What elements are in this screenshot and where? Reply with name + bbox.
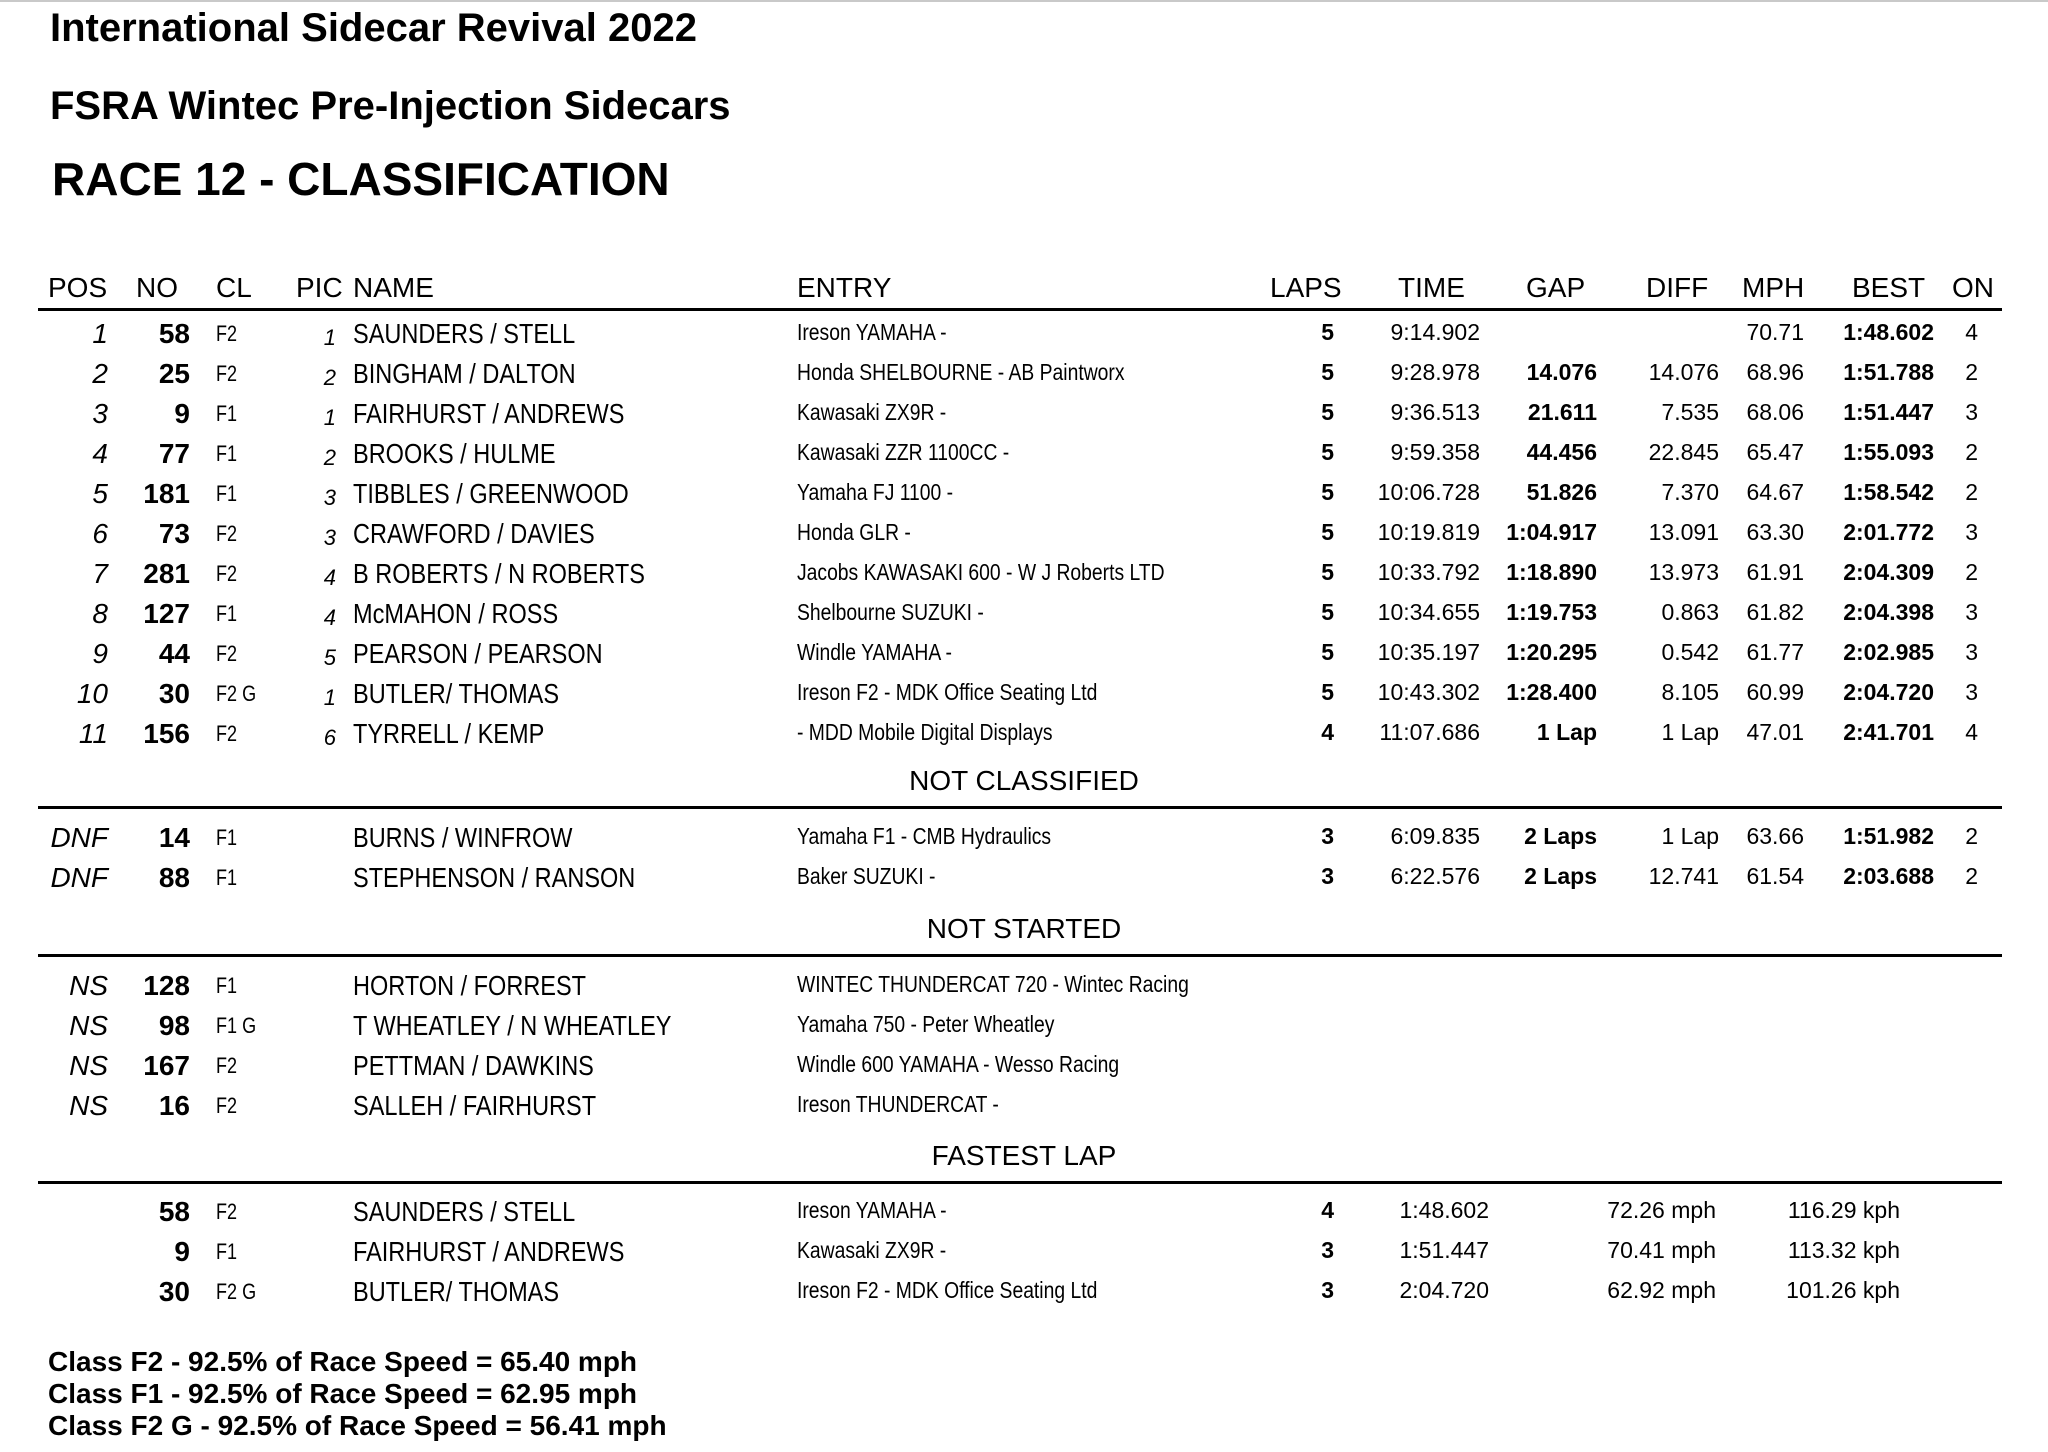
pos: 5 bbox=[92, 478, 108, 509]
section-not-classified: NOT CLASSIFIED bbox=[909, 765, 1139, 796]
class-speed-f2g: Class F2 G - 92.5% of Race Speed = 56.41 mph bbox=[48, 1410, 667, 1441]
best-on-lap: 2 bbox=[1965, 439, 1978, 465]
pos: DNF bbox=[50, 822, 108, 853]
table-row bbox=[0, 714, 2048, 754]
number: 9 bbox=[174, 1236, 190, 1267]
table-row bbox=[0, 1046, 2048, 1086]
pos: 6 bbox=[92, 518, 108, 549]
diff: 1 Lap bbox=[1661, 823, 1719, 849]
best-on-lap: 4 bbox=[1965, 319, 1978, 345]
lap-number: 4 bbox=[1321, 1197, 1334, 1223]
section-rule bbox=[38, 954, 2002, 957]
pos-in-class: 1 bbox=[323, 325, 336, 350]
crew-name: SALLEH / FAIRHURST bbox=[353, 1090, 597, 1121]
series-title: FSRA Wintec Pre-Injection Sidecars bbox=[50, 84, 731, 128]
crew-name: B ROBERTS / N ROBERTS bbox=[353, 558, 645, 589]
class: F1 bbox=[216, 1239, 238, 1264]
crew-name: STEPHENSON / RANSON bbox=[353, 862, 636, 893]
table-row bbox=[0, 354, 2048, 394]
time: 9:59.358 bbox=[1390, 439, 1480, 465]
diff: 22.845 bbox=[1648, 439, 1719, 465]
header-name: NAME bbox=[353, 272, 434, 303]
number: 30 bbox=[158, 678, 190, 709]
gap: 1 Lap bbox=[1536, 719, 1597, 745]
entry: Honda GLR - bbox=[797, 519, 911, 545]
best-on-lap: 4 bbox=[1965, 719, 1978, 745]
lap-mph: 72.26 mph bbox=[1607, 1197, 1716, 1223]
pos: 4 bbox=[92, 438, 108, 469]
best-on-lap: 2 bbox=[1965, 359, 1978, 385]
time: 11:07.686 bbox=[1379, 719, 1480, 745]
pos: 10 bbox=[76, 678, 108, 709]
pos: NS bbox=[69, 1090, 108, 1121]
crew-name: CRAWFORD / DAVIES bbox=[353, 518, 595, 549]
class: F2 bbox=[216, 561, 238, 586]
pos: 1 bbox=[92, 318, 108, 349]
table-row bbox=[0, 674, 2048, 714]
laps: 5 bbox=[1321, 679, 1334, 705]
best-lap: 1:51.982 bbox=[1843, 823, 1934, 849]
header-on: ON bbox=[1952, 272, 1994, 303]
entry: Yamaha 750 - Peter Wheatley bbox=[797, 1011, 1055, 1037]
lap-kph: 113.32 kph bbox=[1787, 1237, 1900, 1263]
class: F2 bbox=[216, 1093, 238, 1118]
laps: 5 bbox=[1321, 559, 1334, 585]
laps: 5 bbox=[1321, 399, 1334, 425]
race-title: RACE 12 - CLASSIFICATION bbox=[52, 153, 670, 205]
table-row bbox=[0, 394, 2048, 434]
diff: 1 Lap bbox=[1661, 719, 1719, 745]
best-on-lap: 2 bbox=[1965, 863, 1978, 889]
table-row bbox=[0, 314, 2048, 354]
gap: 1:04.917 bbox=[1506, 519, 1597, 545]
best-lap: 1:51.788 bbox=[1843, 359, 1934, 385]
mph: 68.96 bbox=[1746, 359, 1804, 385]
table-row bbox=[0, 818, 2048, 858]
table-row bbox=[0, 514, 2048, 554]
number: 9 bbox=[174, 398, 190, 429]
class: F2 bbox=[216, 1053, 238, 1078]
lap-time: 1:51.447 bbox=[1399, 1237, 1489, 1263]
section-fastest-lap: FASTEST LAP bbox=[931, 1140, 1117, 1171]
gap: 1:20.295 bbox=[1506, 639, 1597, 665]
pos-in-class: 4 bbox=[323, 605, 336, 630]
best-lap: 1:55.093 bbox=[1843, 439, 1934, 465]
table-row bbox=[0, 1232, 2048, 1272]
entry: Ireson F2 - MDK Office Seating Ltd bbox=[797, 679, 1098, 705]
crew-name: FAIRHURST / ANDREWS bbox=[353, 1236, 625, 1267]
laps: 5 bbox=[1321, 359, 1334, 385]
lap-time: 2:04.720 bbox=[1399, 1277, 1489, 1303]
pos-in-class: 6 bbox=[323, 725, 336, 750]
class: F2 bbox=[216, 1199, 238, 1224]
pos-in-class: 3 bbox=[323, 525, 336, 550]
diff: 13.091 bbox=[1648, 519, 1719, 545]
entry: Baker SUZUKI - bbox=[797, 863, 936, 889]
mph: 63.66 bbox=[1746, 823, 1804, 849]
mph: 61.77 bbox=[1746, 639, 1804, 665]
entry: Yamaha FJ 1100 - bbox=[797, 479, 954, 505]
entry: WINTEC THUNDERCAT 720 - Wintec Racing bbox=[797, 971, 1189, 997]
crew-name: TYRRELL / KEMP bbox=[353, 718, 545, 749]
gap: 14.076 bbox=[1526, 359, 1597, 385]
lap-mph: 62.92 mph bbox=[1607, 1277, 1716, 1303]
best-on-lap: 3 bbox=[1965, 599, 1978, 625]
number: 88 bbox=[158, 862, 190, 893]
class-speed-f2: Class F2 - 92.5% of Race Speed = 65.40 mph bbox=[48, 1346, 638, 1377]
laps: 5 bbox=[1321, 479, 1334, 505]
class: F2 bbox=[216, 721, 238, 746]
number: 281 bbox=[143, 558, 190, 589]
entry: Jacobs KAWASAKI 600 - W J Roberts LTD bbox=[797, 559, 1165, 585]
class: F2 G bbox=[216, 681, 257, 706]
pos-in-class: 2 bbox=[323, 445, 336, 470]
pos-in-class: 3 bbox=[323, 485, 336, 510]
table-row bbox=[0, 434, 2048, 474]
time: 10:35.197 bbox=[1377, 639, 1480, 665]
best-on-lap: 3 bbox=[1965, 639, 1978, 665]
gap: 2 Laps bbox=[1524, 863, 1597, 889]
table-row bbox=[0, 1006, 2048, 1046]
diff: 14.076 bbox=[1648, 359, 1719, 385]
best-on-lap: 3 bbox=[1965, 679, 1978, 705]
mph: 63.30 bbox=[1746, 519, 1804, 545]
entry: Shelbourne SUZUKI - bbox=[797, 599, 984, 625]
pos-in-class: 1 bbox=[323, 685, 336, 710]
header-entry: ENTRY bbox=[797, 272, 892, 303]
table-row bbox=[0, 966, 2048, 1006]
pos: 8 bbox=[92, 598, 108, 629]
crew-name: BINGHAM / DALTON bbox=[353, 358, 576, 389]
class: F1 bbox=[216, 441, 238, 466]
mph: 70.71 bbox=[1746, 319, 1804, 345]
table-row bbox=[0, 634, 2048, 674]
top-divider bbox=[0, 0, 2048, 2]
entry: Windle 600 YAMAHA - Wesso Racing bbox=[797, 1051, 1120, 1077]
best-lap: 1:58.542 bbox=[1843, 479, 1934, 505]
laps: 5 bbox=[1321, 319, 1334, 345]
number: 44 bbox=[158, 638, 190, 669]
best-lap: 2:04.720 bbox=[1843, 679, 1934, 705]
gap bbox=[1480, 312, 1597, 352]
entry: Kawasaki ZX9R - bbox=[797, 399, 947, 425]
gap: 51.826 bbox=[1526, 479, 1597, 505]
lap-number: 3 bbox=[1321, 1237, 1334, 1263]
best-lap: 2:04.309 bbox=[1843, 559, 1934, 585]
best-on-lap: 2 bbox=[1965, 559, 1978, 585]
crew-name: T WHEATLEY / N WHEATLEY bbox=[353, 1010, 672, 1041]
gap: 44.456 bbox=[1526, 439, 1597, 465]
section-rule bbox=[38, 1181, 2002, 1184]
number: 181 bbox=[143, 478, 190, 509]
diff bbox=[1600, 312, 1719, 352]
class: F1 bbox=[216, 401, 238, 426]
time: 6:09.835 bbox=[1390, 823, 1480, 849]
number: 58 bbox=[158, 318, 190, 349]
diff: 8.105 bbox=[1661, 679, 1719, 705]
crew-name: SAUNDERS / STELL bbox=[353, 1196, 576, 1227]
number: 127 bbox=[143, 598, 190, 629]
mph: 64.67 bbox=[1746, 479, 1804, 505]
number: 25 bbox=[158, 358, 190, 389]
crew-name: BURNS / WINFROW bbox=[353, 822, 573, 853]
best-on-lap: 3 bbox=[1965, 399, 1978, 425]
time: 10:06.728 bbox=[1377, 479, 1480, 505]
laps: 3 bbox=[1321, 823, 1334, 849]
entry: Ireson THUNDERCAT - bbox=[797, 1091, 999, 1117]
class: F1 bbox=[216, 481, 238, 506]
class: F2 bbox=[216, 361, 238, 386]
gap: 2 Laps bbox=[1524, 823, 1597, 849]
mph: 61.54 bbox=[1746, 863, 1804, 889]
best-on-lap: 3 bbox=[1965, 519, 1978, 545]
class: F1 bbox=[216, 601, 238, 626]
gap: 21.611 bbox=[1527, 399, 1597, 425]
pos-in-class: 1 bbox=[323, 405, 336, 430]
entry: Kawasaki ZX9R - bbox=[797, 1237, 947, 1263]
header-best: BEST bbox=[1852, 272, 1926, 303]
crew-name: HORTON / FORREST bbox=[353, 970, 587, 1001]
crew-name: BUTLER/ THOMAS bbox=[353, 1276, 560, 1307]
laps: 5 bbox=[1321, 519, 1334, 545]
class: F1 G bbox=[216, 1013, 257, 1038]
table-row bbox=[0, 1272, 2048, 1312]
pos-in-class: 5 bbox=[323, 645, 336, 670]
gap: 1:28.400 bbox=[1506, 679, 1597, 705]
header-cl: CL bbox=[216, 272, 252, 303]
header-laps: LAPS bbox=[1270, 272, 1342, 303]
entry: Yamaha F1 - CMB Hydraulics bbox=[797, 823, 1052, 849]
header-pos: POS bbox=[48, 272, 108, 303]
time: 9:28.978 bbox=[1390, 359, 1480, 385]
time: 9:14.902 bbox=[1390, 319, 1480, 345]
laps: 5 bbox=[1321, 439, 1334, 465]
best-lap: 2:01.772 bbox=[1843, 519, 1934, 545]
time: 10:19.819 bbox=[1377, 519, 1480, 545]
class: F2 bbox=[216, 321, 238, 346]
number: 30 bbox=[158, 1276, 190, 1307]
best-on-lap: 2 bbox=[1965, 823, 1978, 849]
class: F2 bbox=[216, 521, 238, 546]
diff: 12.741 bbox=[1648, 863, 1719, 889]
lap-kph: 101.26 kph bbox=[1786, 1277, 1900, 1303]
diff: 0.542 bbox=[1661, 639, 1719, 665]
pos: 2 bbox=[92, 358, 108, 389]
class: F1 bbox=[216, 865, 238, 890]
header-pic: PIC bbox=[296, 272, 343, 303]
entry: Honda SHELBOURNE - AB Paintworx bbox=[797, 359, 1125, 385]
mph: 61.91 bbox=[1746, 559, 1804, 585]
laps: 5 bbox=[1321, 599, 1334, 625]
table-row bbox=[0, 554, 2048, 594]
class: F2 bbox=[216, 641, 238, 666]
table-row bbox=[0, 1086, 2048, 1126]
best-lap: 1:51.447 bbox=[1843, 399, 1934, 425]
entry: Ireson YAMAHA - bbox=[797, 1197, 947, 1223]
crew-name: TIBBLES / GREENWOOD bbox=[353, 478, 629, 509]
header-rule bbox=[38, 308, 2002, 311]
section-not-started: NOT STARTED bbox=[926, 913, 1122, 944]
best-lap: 2:04.398 bbox=[1843, 599, 1934, 625]
laps: 3 bbox=[1321, 863, 1334, 889]
class-speed-f1: Class F1 - 92.5% of Race Speed = 62.95 mph bbox=[48, 1378, 638, 1409]
number: 16 bbox=[158, 1090, 190, 1121]
number: 128 bbox=[143, 970, 190, 1001]
mph: 60.99 bbox=[1746, 679, 1804, 705]
class: F1 bbox=[216, 973, 238, 998]
best-lap: 2:41.701 bbox=[1843, 719, 1934, 745]
number: 156 bbox=[143, 718, 190, 749]
pos: NS bbox=[69, 1010, 108, 1041]
crew-name: FAIRHURST / ANDREWS bbox=[353, 398, 625, 429]
pos: 11 bbox=[78, 718, 108, 749]
gap: 1:19.753 bbox=[1506, 599, 1597, 625]
header-time: TIME bbox=[1398, 272, 1465, 303]
table-row bbox=[0, 474, 2048, 514]
crew-name: PEARSON / PEARSON bbox=[353, 638, 603, 669]
section-rule bbox=[38, 806, 2002, 809]
lap-kph: 116.29 kph bbox=[1787, 1197, 1900, 1223]
header-no: NO bbox=[136, 272, 178, 303]
entry: Ireson F2 - MDK Office Seating Ltd bbox=[797, 1277, 1098, 1303]
best-on-lap: 2 bbox=[1965, 479, 1978, 505]
number: 58 bbox=[158, 1196, 190, 1227]
mph: 61.82 bbox=[1746, 599, 1804, 625]
header-gap: GAP bbox=[1526, 272, 1586, 303]
pos: DNF bbox=[50, 862, 108, 893]
number: 14 bbox=[158, 822, 190, 853]
mph: 68.06 bbox=[1746, 399, 1804, 425]
diff: 7.535 bbox=[1661, 399, 1719, 425]
laps: 5 bbox=[1321, 639, 1334, 665]
diff: 13.973 bbox=[1648, 559, 1719, 585]
mph: 47.01 bbox=[1746, 719, 1804, 745]
diff: 7.370 bbox=[1661, 479, 1719, 505]
time: 10:43.302 bbox=[1377, 679, 1480, 705]
number: 77 bbox=[158, 438, 190, 469]
entry: Kawasaki ZZR 1100CC - bbox=[797, 439, 1010, 465]
header-diff: DIFF bbox=[1646, 272, 1709, 303]
pos-in-class: 2 bbox=[323, 365, 336, 390]
class: F1 bbox=[216, 825, 238, 850]
crew-name: McMAHON / ROSS bbox=[353, 598, 559, 629]
pos: 7 bbox=[92, 558, 108, 589]
number: 98 bbox=[158, 1010, 190, 1041]
time: 10:33.792 bbox=[1377, 559, 1480, 585]
crew-name: PETTMAN / DAWKINS bbox=[353, 1050, 594, 1081]
pos: 9 bbox=[92, 638, 108, 669]
table-row bbox=[0, 1192, 2048, 1232]
time: 6:22.576 bbox=[1390, 863, 1480, 889]
best-lap: 2:03.688 bbox=[1843, 863, 1934, 889]
entry: - MDD Mobile Digital Displays bbox=[797, 719, 1053, 745]
entry: Windle YAMAHA - bbox=[797, 639, 952, 665]
crew-name: BROOKS / HULME bbox=[353, 438, 556, 469]
pos: NS bbox=[69, 970, 108, 1001]
event-title: International Sidecar Revival 2022 bbox=[50, 6, 697, 50]
pos: 3 bbox=[92, 398, 108, 429]
table-row bbox=[0, 594, 2048, 634]
crew-name: BUTLER/ THOMAS bbox=[353, 678, 560, 709]
header-mph: MPH bbox=[1742, 272, 1805, 303]
crew-name: SAUNDERS / STELL bbox=[353, 318, 576, 349]
time: 9:36.513 bbox=[1390, 399, 1480, 425]
mph: 65.47 bbox=[1746, 439, 1804, 465]
best-lap: 1:48.602 bbox=[1843, 319, 1934, 345]
number: 167 bbox=[143, 1050, 190, 1081]
gap: 1:18.890 bbox=[1506, 559, 1597, 585]
table-row bbox=[0, 858, 2048, 898]
diff: 0.863 bbox=[1661, 599, 1719, 625]
pos: NS bbox=[69, 1050, 108, 1081]
lap-number: 3 bbox=[1321, 1277, 1334, 1303]
best-lap: 2:02.985 bbox=[1843, 639, 1934, 665]
lap-time: 1:48.602 bbox=[1399, 1197, 1489, 1223]
time: 10:34.655 bbox=[1377, 599, 1480, 625]
laps: 4 bbox=[1321, 719, 1334, 745]
number: 73 bbox=[158, 518, 190, 549]
class: F2 G bbox=[216, 1279, 257, 1304]
entry: Ireson YAMAHA - bbox=[797, 319, 947, 345]
lap-mph: 70.41 mph bbox=[1607, 1237, 1716, 1263]
pos-in-class: 4 bbox=[323, 565, 336, 590]
